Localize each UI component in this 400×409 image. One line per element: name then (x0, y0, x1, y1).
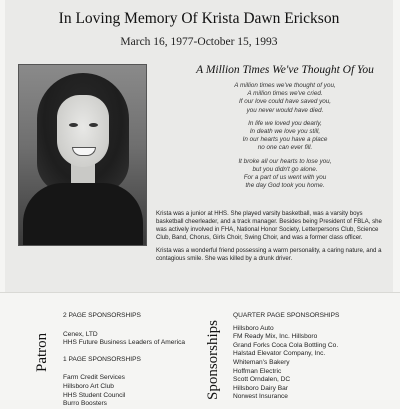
sponsor-item: Norwest Insurance (233, 393, 288, 401)
portrait-face (57, 95, 109, 167)
poem-line: It broke all our hearts to lose you, (238, 157, 332, 165)
sponsor-item: Whiteman's Bakery (233, 358, 290, 366)
patron-column (63, 312, 203, 409)
spacer (63, 348, 203, 356)
poem-line: you never would have died. (246, 106, 324, 114)
poem-line: In death we love you still, (249, 128, 321, 136)
sponsor-item: Hillsboro Art Club (63, 382, 114, 390)
sponsor-item: HHS Future Business Leaders of America (63, 339, 186, 347)
poem-line: For a part of us went with you (243, 174, 327, 182)
poem (175, 82, 395, 195)
sponsor-item: FM Ready Mix, Inc. Hillsboro (233, 333, 318, 341)
quarter-page-heading: QUARTER PAGE SPONSORSHIPS (233, 312, 340, 319)
memorial-dates: March 16, 1977-October 15, 1993 (120, 36, 278, 48)
sponsor-item: Grand Forks Coca Cola Bottling Co. (233, 341, 339, 349)
section-divider (0, 292, 400, 293)
sponsor-item: Farm Credit Services (63, 374, 125, 382)
sponsorships-heading: Sponsorships (205, 319, 221, 400)
sponsor-item: Hoffman Electric (233, 367, 282, 375)
sponsor-item: Cenex, LTD (63, 330, 98, 338)
sponsor-item: Halstad Elevator Company, Inc. (233, 350, 326, 358)
biography (156, 210, 389, 268)
poem-title: A Million Times We've Thought Of You (196, 64, 374, 76)
poem-line: In our hearts you have a place (242, 136, 328, 144)
poem-line: If our love could have saved you, (238, 98, 332, 106)
poem-stanza (175, 158, 395, 191)
patron-heading: Patron (34, 332, 50, 372)
sponsor-item: HHS Student Council (63, 391, 126, 399)
poem-stanza (175, 120, 395, 153)
poem-line: no one can ever fill. (257, 144, 313, 152)
poem-line: A million times we've cried. (247, 90, 323, 98)
bio-paragraph: Krista was a junior at HHS. She played varsity basketball, was a varsity boys basketball cheerleader, and a track manager. Besides being President of FBLA, she was actively involved in FHA, National Honor Society, Letterpersons Club, Science Club, Band, Chorus, Girls Choir, Swing Choir, and was a former class officer. (156, 210, 382, 241)
poem-line: In life we loved you dearly, (248, 119, 322, 127)
sponsor-item: Hillsboro Dairy Bar (233, 384, 288, 392)
memorial-title: In Loving Memory Of Krista Dawn Erickson (58, 10, 340, 27)
sponsorships-column (233, 312, 393, 402)
poem-line: A million times we've thought of you, (234, 82, 336, 89)
poem-stanza (175, 82, 395, 115)
portrait-shirt (23, 183, 143, 246)
sponsor-item: Scott Orndalen, DC (233, 376, 291, 384)
bio-paragraph: Krista was a wonderful friend possessing a warm personality, a caring nature, and a contagious smile. She was killed by a drunk driver. (156, 247, 382, 262)
sponsor-item: Hillsboro Auto (233, 324, 274, 332)
poem-line: the day God took you home. (245, 182, 325, 190)
portrait-photo (18, 64, 147, 246)
one-page-heading: 1 PAGE SPONSORSHIPS (63, 355, 141, 363)
sponsor-item: Burro Boosters (63, 400, 107, 408)
portrait-eye-left (69, 123, 78, 127)
portrait-eye-right (89, 123, 98, 127)
two-page-heading: 2 PAGE SPONSORSHIPS (63, 312, 141, 319)
poem-line: but you didn't go alone. (252, 165, 318, 173)
memorial-panel (5, 0, 393, 293)
